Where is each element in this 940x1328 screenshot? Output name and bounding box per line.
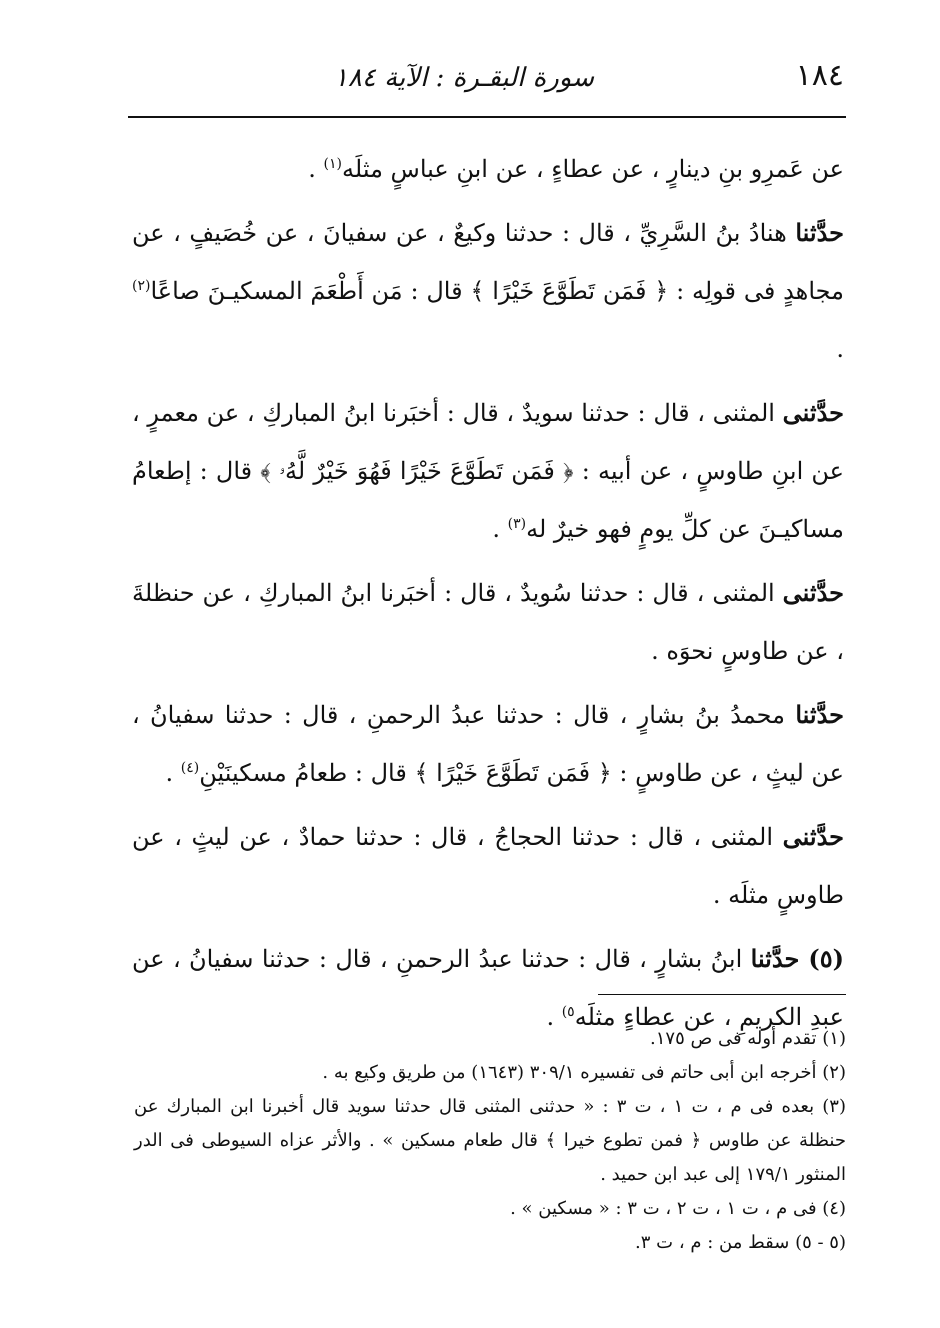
footnote-3: (٣) بعده فى م ، ت ١ ، ت ٣ : « حدثنى المثنى قال حدثنا سويد قال أخبرنا ابن المبارك عن حنظلة عن طاوس ﴿ فمن تطوع خيرا ﴾ قال طعام مسكين » . والأثر عزاه السيوطى فى الدر المنثور ١٧٩/١ إلى عبد ابن حميد . (134, 1096, 846, 1185)
footnote-5: (٥ - ٥) سقط من : م ، ت ٣. (635, 1232, 846, 1253)
footnote-marker: ٥) (561, 1004, 575, 1020)
paragraph-end: . (165, 759, 181, 787)
footnote-marker: (٤) (180, 760, 200, 776)
page-header (128, 52, 844, 112)
footnote-divider (598, 994, 846, 995)
hadith-paragraph-4 (132, 564, 844, 680)
paragraph-end: . (546, 1003, 562, 1031)
paragraph-lead: حدَّثنى (782, 578, 844, 607)
footnote-2: (٢) أخرجه ابن أبى حاتم فى تفسيره ٣٠٩/١ (١٦٤٣) من طريق وكيع به . (322, 1062, 846, 1083)
footnotes (134, 1022, 846, 1260)
paragraph-text: محمدُ بنُ بشارٍ ، قال : حدثنا عبدُ الرحمنِ ، قال : حدثنا سفيانُ ، عن ليثٍ ، عن طاوسٍ : ﴿ فَمَن تَطَوَّعَ خَيْرًا ﴾ قال : طعامُ مسكينَيْنِ (132, 701, 844, 787)
hadith-paragraph-5 (132, 686, 844, 802)
paragraph-text: المثنى ، قال : حدثنا الحجاجُ ، قال : حدثنا حمادٌ ، عن ليثٍ ، عن طاوسٍ مثلَه . (132, 823, 844, 909)
hadith-paragraph-2 (132, 204, 844, 378)
paragraph-text: المثنى ، قال : حدثنا سُويدٌ ، قال : أخبَرنا ابنُ المباركِ ، عن حنظلةَ ، عن طاوسٍ نحوَه . (132, 579, 844, 665)
paragraph-lead: (٥) حدَّثنا (750, 944, 844, 973)
footnote-1: (١) تقدم أوله فى ص ١٧٥. (650, 1028, 846, 1049)
paragraph-end: . (492, 515, 508, 543)
main-text (132, 140, 844, 1052)
paragraph-lead: حدَّثنى (782, 398, 844, 427)
header-divider (128, 116, 846, 118)
hadith-paragraph-6 (132, 808, 844, 924)
paragraph-lead: حدَّثنى (782, 822, 844, 851)
hadith-paragraph-1 (132, 140, 844, 198)
running-title: سورة البقـرة : الآية ١٨٤ (333, 63, 594, 93)
paragraph-text: عن عَمرِو بنِ دينارٍ ، عن عطاءٍ ، عن ابنِ عباسٍ مثلَه (342, 155, 844, 183)
page-number: ١٨٤ (795, 58, 844, 93)
paragraph-text: ابنُ بشارٍ ، قال : حدثنا عبدُ الرحمنِ ، قال : حدثنا سفيانُ ، عن عبدِ الكريمِ ، عن عطاءٍ مثلَه (132, 945, 844, 1031)
paragraph-end: . (308, 155, 324, 183)
hadith-paragraph-3 (132, 384, 844, 558)
paragraph-text: المثنى ، قال : حدثنا سويدٌ ، قال : أخبَرنا ابنُ المباركِ ، عن معمرٍ ، عن ابنِ طاوسٍ ، عن أبيه : ﴿ فَمَن تَطَوَّعَ خَيْرًا فَهُوَ خَيْرٌ لَّهُۥ ﴾ قال : إطعامُ مساكيـنَ عن كلِّ يومٍ فهو خيرٌ له (132, 399, 844, 543)
footnote-4: (٤) فى م ، ت ١ ، ت ٢ ، ت ٣ : « مسكين » . (510, 1198, 846, 1219)
footnote-marker: (١) (323, 156, 343, 172)
paragraph-lead: حدَّثنا (795, 700, 844, 729)
footnote-marker: (٣) (507, 516, 527, 532)
paragraph-end: . (836, 335, 844, 363)
paragraph-lead: حدَّثنا (795, 218, 844, 247)
footnote-marker: (٢) (132, 278, 151, 294)
paragraph-text: هنادُ بنُ السَّرِيِّ ، قال : حدثنا وكيعٌ ، عن سفيانَ ، عن خُصَيفٍ ، عن مجاهدٍ فى قولِه : ﴿ فَمَن تَطَوَّعَ خَيْرًا ﴾ قال : مَن أَطْعَمَ المسكيـنَ صاعًا (132, 219, 844, 305)
